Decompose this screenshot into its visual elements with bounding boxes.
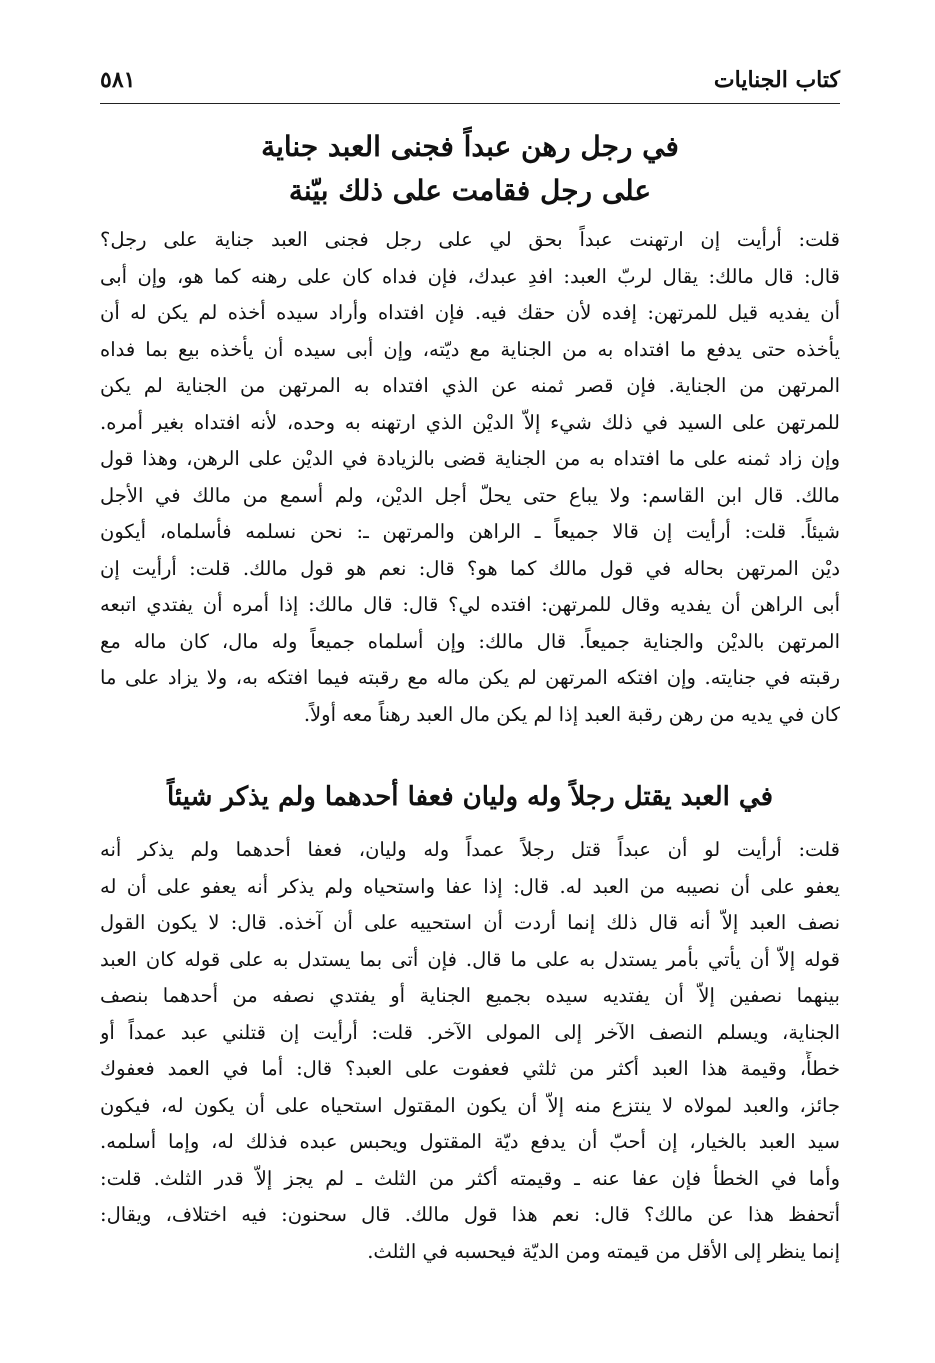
text-line: خطأً، وقيمة هذا العبد أكثر من ثلثي فعفوت على العبد؟ قال: أما في العمد فعفوك [100,1057,840,1080]
text-line: أن يفديه قيل للمرتهن: إفده لأن حقك فيه. فإن افتداه وأراد سيده أخذه لم يكن له أن [100,301,840,324]
page-header [100,60,840,100]
header-rule [100,103,840,104]
text-line: يعفو على أن نصيبه من العبد له. قال: إذا عفا واستحياه ولم يذكر أنه يعفو على أن له [100,874,840,898]
text-line: قلت: أرأيت لو أن عبداً قتل رجلاً عمداً وله وليان، فعفا أحدهما ولم يذكر أنه [100,838,840,861]
chapter-title [100,125,840,213]
text-line: سيد العبد بالخيار، إن أحبّ أن يدفع ديّة المقتول ويحبس عبده فذلك له، وإما أسلمه. [100,1130,840,1153]
text-line: ديْن المرتهن بحاله في قول مالك كما هو؟ قال: نعم هو قول مالك. قلت: أرأيت إن [100,556,840,580]
text-line: بينهما نصفين إلاّ أن يفتديه سيده بجميع الجناية أو يفتدي نصفه من أحدهما بنصف [100,984,840,1007]
text-line: وأما في الخطأ فإن عفا عنه ـ وقيمته أكثر من الثلث ـ لم يجز إلاّ قدر الثلث. قلت: [100,1166,840,1190]
text-line: الجناية، ويسلم النصف الآخر إلى المولى الآخر. قلت: أرأيت إن قتلني عبد عمداً أو [100,1020,840,1044]
text-line: نصف العبد إلاّ أنه قال ذلك إنما أردت أن استحييه على أن آخذه. قال: لا يكون القول [100,911,840,934]
text-line: المرتهن بالديْن والجناية جميعاً. قال مالك: وإن أسلماه جميعاً وله مال، كان ماله مع [100,629,840,653]
chapter-title-line: على رجل فقامت على ذلك بيّنة [288,174,652,207]
chapter-title-line: في رجل رهن عبداً فجنى العبد جناية [261,130,679,163]
text-line: مالك. قال ابن القاسم: ولا يباع حتى يحلّ أجل الديْن، ولم أسمع من مالك في الأجل [100,483,840,507]
text-line: المرتهن من الجناية. فإن قصر ثمنه عن الذي افتداه به المرتهن من الجناية لم يكن [100,374,840,397]
running-title: كتاب الجنايات [713,67,840,93]
text-line: يأخذه حتى يدفع ما افتداه به من الجناية مع ديّته، وإن أبى سيده أن يأخذه بيع بما فداه [100,337,840,361]
text-line: أبى الراهن أن يفديه وقال للمرتهن: افتده لي؟ قال: قال مالك: إذا أمره أن يفتدي اتبعه [100,593,840,616]
section-2-title: في العبد يقتل رجلاً وله وليان فعفا أحدهما ولم يذكر شيئاً [166,782,774,812]
section-1-body [100,222,840,733]
text-line: شيئاً. قلت: أرأيت إن قالا جميعاً ـ الراهن والمرتهن ـ: نحن نسلمه فأسلماه، أيكون [100,520,840,543]
text-line: إنما ينظر إلى الأقل من قيمته ومن الديّة فيحسبه في الثلث. [367,1239,840,1263]
text-line: قال: قال مالك: يقال لربّ العبد: افدِ عبدك، فإن فداه كان على رهنه كما هو، وإن أبى [100,264,840,288]
page-number: ٥٨١ [100,67,136,93]
text-line: أتحفظ هذا عن مالك؟ قال: نعم هذا قول مالك. قال سحنون: فيه اختلاف، ويقال: [100,1203,840,1226]
text-line: قوله إلاّ أن يأتي بأمر يستدل به على ما قال. فإن أتى بما يستدل به على قوله كان العبد [100,947,840,971]
text-line: كان في يديه من رهن رقبة العبد إذا لم يكن مال العبد رهناً معه أولاً. [303,702,840,726]
text-line: قلت: أرأيت إن ارتهنت عبداً بحق لي على رجل فجنى العبد جناية على رجل؟ [100,228,840,251]
text-line: جائز، والعبد لمولاه لا ينتزع منه إلاّ أن يكون المقتول استحياه على أن يكون له، فيكون [100,1093,840,1117]
text-line: للمرتهن على السيد في ذلك شيء إلاّ الديْن الذي ارتهنه به وحده، لأنه افتداه بغير أمره. [100,410,840,434]
text-line: رقبته في جنايته. وإن افتكه المرتهن لم يكن ماله مع رقبته فيما افتكه به، ولا يزاد على ما [100,666,840,689]
text-line: وإن زاد ثمنه على ما افتداه به من الجناية قضى بالزيادة في الديْن على الرهن، وهذا قول [100,447,840,470]
section-2-body [100,832,840,1270]
